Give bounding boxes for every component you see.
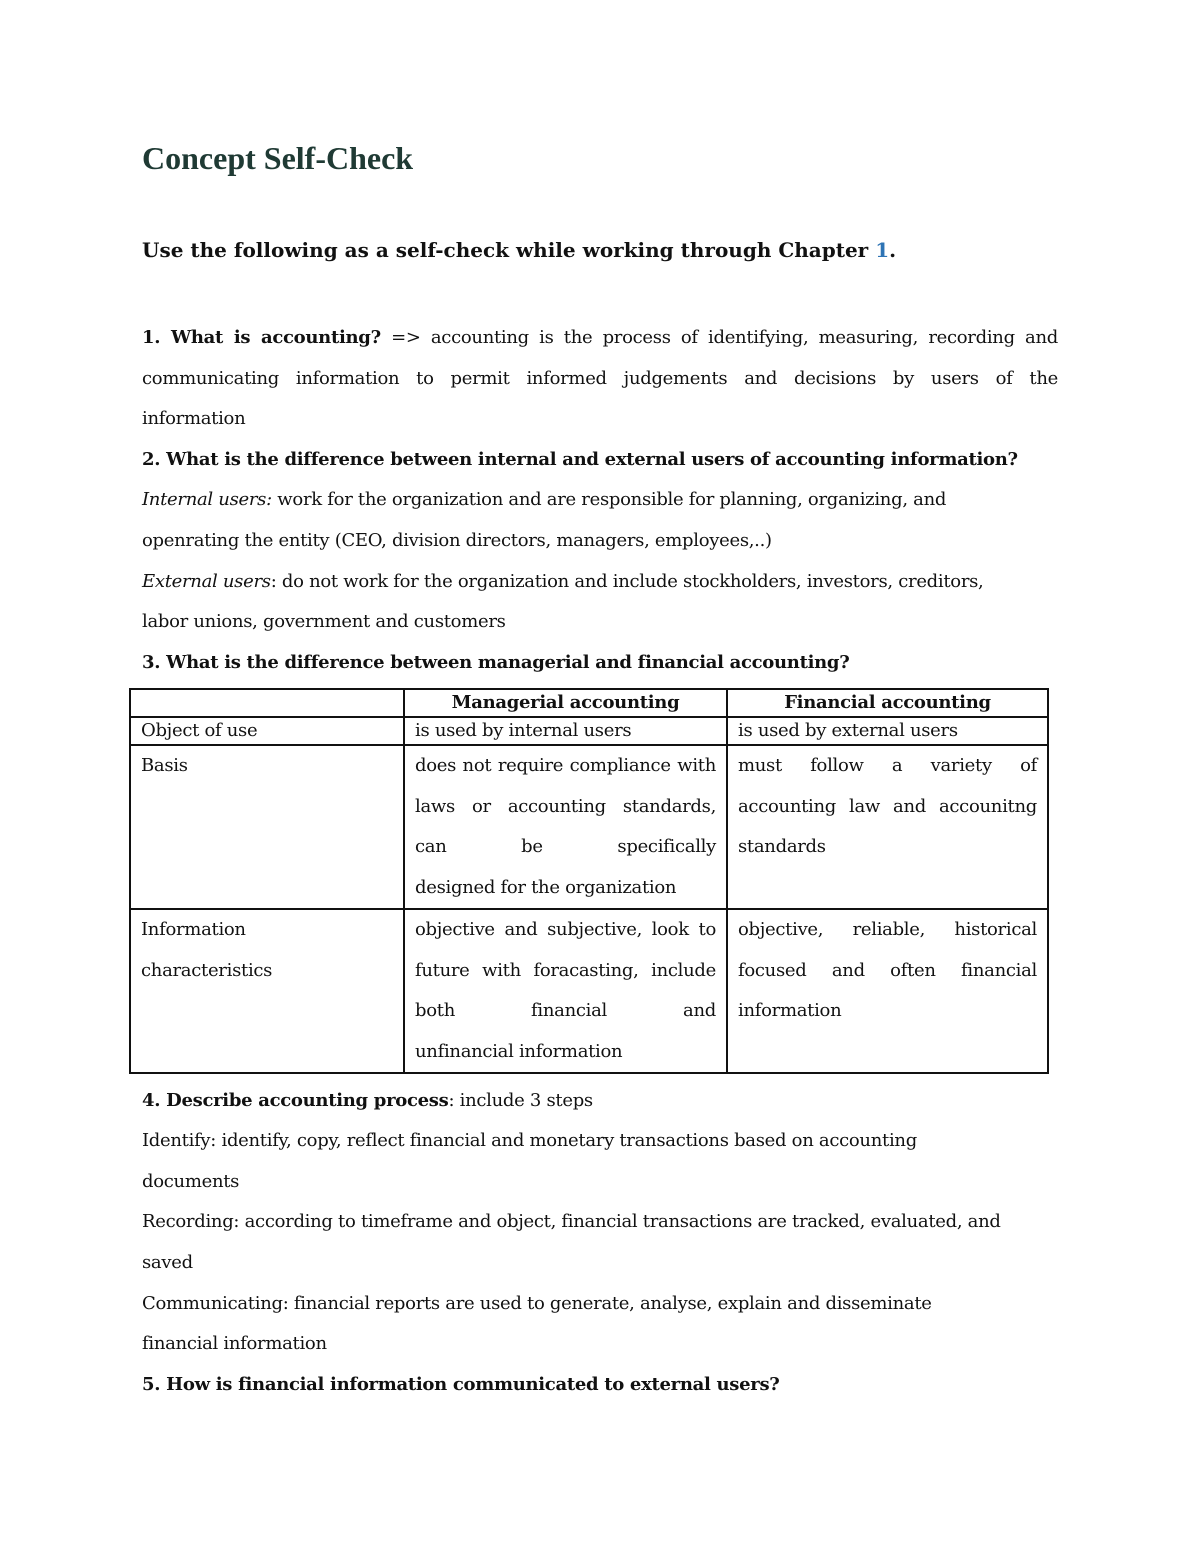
- cell-line: objective and subjective, look: [415, 919, 689, 940]
- q2-internal-line-1: [142, 489, 1058, 511]
- q4-question-line: [142, 1090, 1058, 1112]
- comparison-table: [129, 688, 1049, 1074]
- q2-external-line-1: [142, 571, 1058, 593]
- cell-line: unfinancial information: [415, 1040, 623, 1062]
- table-header-row: [130, 689, 1048, 717]
- q4-communicating-line-1: Communicating: financial reports are used to generate, analyse, explain and disseminate: [142, 1293, 932, 1314]
- cell-line: does not require compliance: [415, 755, 671, 776]
- page-title: Concept Self-Check: [142, 140, 414, 176]
- cell-line: information: [738, 1000, 842, 1021]
- cell-line: designed for the organization: [415, 876, 677, 898]
- cell-line: must follow a variety of: [738, 755, 1037, 776]
- instructions: [142, 238, 896, 262]
- q5-question: 5. How is financial information communicated to external users?: [142, 1374, 780, 1395]
- header-cell-empty: [130, 689, 404, 717]
- row-label-basis: Basis: [130, 745, 404, 909]
- cell-managerial: [404, 745, 727, 909]
- cell-financial: [727, 909, 1048, 1073]
- table-row: [130, 717, 1048, 745]
- q2-question: 2. What is the difference between internal and external users of accounting information?: [142, 449, 1018, 470]
- q4-recording-line-1: Recording: according to timeframe and object, financial transactions are tracked, evaluated, and: [142, 1211, 1001, 1232]
- cell-line: objective, reliable, historical: [738, 919, 1037, 940]
- q3-question: 3. What is the difference between managerial and financial accounting?: [142, 652, 850, 673]
- header-financial: Financial accounting: [727, 689, 1048, 717]
- q4-recording-line-2: saved: [142, 1252, 193, 1273]
- row-label-information-characteristics: [130, 909, 404, 1073]
- chapter-number: 1: [875, 238, 890, 262]
- q4-identify-line-1: Identify: identify, copy, reflect financial and monetary transactions based on accounting: [142, 1130, 917, 1151]
- cell-financial: is used by external users: [727, 717, 1048, 745]
- instructions-end: .: [889, 238, 897, 262]
- external-users-text: : do not work for the organization and include stockholders, investors, creditors,: [270, 571, 984, 592]
- row-label-line: Information: [141, 919, 246, 940]
- cell-line: to future with foracasting,: [415, 919, 716, 981]
- cell-line: accounting law and accounitng: [738, 795, 1037, 817]
- table-row: [130, 745, 1048, 909]
- internal-users-text: work for the organization and are responsible for planning, organizing, and: [271, 489, 947, 510]
- external-users-label: External users: [142, 571, 271, 592]
- header-managerial: Managerial accounting: [404, 689, 727, 717]
- q2-internal-line-2: openrating the entity (CEO, division directors, managers, employees,..): [142, 530, 772, 551]
- q1-line-3: information: [142, 408, 246, 429]
- q1-question: 1. What is accounting?: [142, 327, 381, 348]
- cell-managerial: is used by internal users: [404, 717, 727, 745]
- cell-line: standards: [738, 836, 826, 857]
- cell-line: include both financial and: [415, 959, 716, 1021]
- cell-managerial: [404, 909, 727, 1073]
- q1-line-1: [142, 327, 1058, 349]
- instructions-text: Use the following as a self-check while working through Chapter: [142, 238, 876, 262]
- internal-users-label: Internal users:: [142, 489, 272, 510]
- cell-financial: [727, 745, 1048, 909]
- q4-identify-line-2: documents: [142, 1171, 240, 1192]
- table-row: [130, 909, 1048, 1073]
- q4-question-tail: : include 3 steps: [448, 1090, 593, 1111]
- cell-line: focused and often financial: [738, 959, 1037, 981]
- cell-line: with laws or accounting: [415, 755, 717, 817]
- q4-communicating-line-2: financial information: [142, 1333, 327, 1354]
- row-label-line: characteristics: [141, 959, 273, 981]
- q2-external-line-2: labor unions, government and customers: [142, 611, 506, 632]
- q4-question: 4. Describe accounting process: [142, 1090, 449, 1111]
- q1-line-2: communicating information to permit informed judgements and decisions by users of the: [142, 368, 1058, 389]
- q1-answer-1: => accounting is the process of identifying, measuring, recording and: [380, 327, 1058, 348]
- cell-line: standards, can be specifically: [415, 795, 717, 857]
- row-label-object-of-use: Object of use: [130, 717, 404, 745]
